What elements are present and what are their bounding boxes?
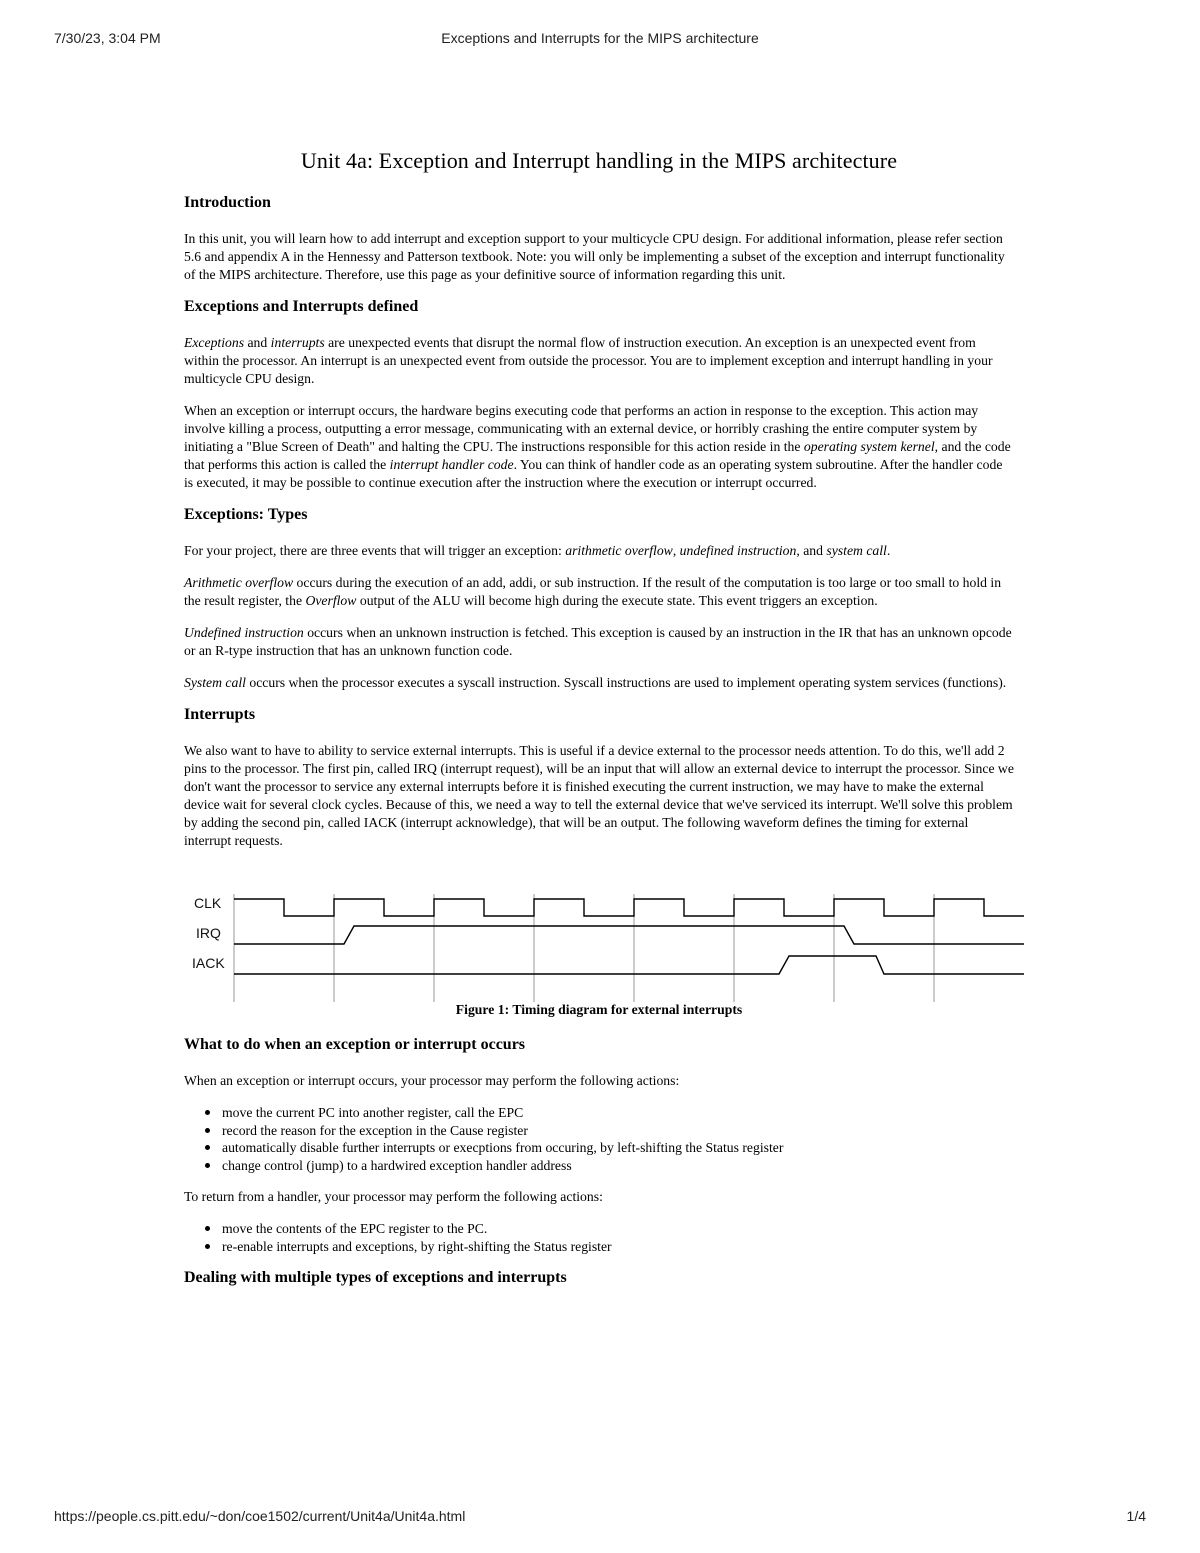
list-item: record the reason for the exception in the Cause register [222,1122,1014,1140]
types-paragraph-3 [184,624,1014,660]
signal-label-irq: IRQ [196,925,221,941]
defined-paragraph-2 [184,402,1014,492]
term-system-call: system call [826,543,887,558]
document-body [184,148,1014,1305]
timing-diagram [184,864,1024,1004]
text-run: occurs when the processor executes a syscall instruction. Syscall instructions are used to implement operating system services (functions). [245,675,1007,690]
heading-introduction: Introduction [184,194,271,211]
print-header-title: Exceptions and Interrupts for the MIPS architecture [441,30,759,46]
heading-exceptions-defined: Exceptions and Interrupts defined [184,298,419,315]
page-number: 1/4 [1126,1508,1146,1524]
text-run: When an exception or interrupt occurs, the hardware begins executing code that performs an action in response to the exception. This action may involve killing a process, outputting a error message, communicating with an external device, or horribly crashing the entire computer system by initiating a "Blue Screen of Death" and halting the CPU. The instructions responsible for this action reside in the [184,403,979,454]
term-exceptions: Exceptions [184,335,245,350]
heading-multiple-exceptions: Dealing with multiple types of exceptions and interrupts [184,1269,567,1286]
actions-intro: When an exception or interrupt occurs, your processor may perform the following actions: [184,1073,680,1088]
list-item: move the contents of the EPC register to the PC. [222,1220,1014,1238]
term-arith-overflow: arithmetic overflow [565,543,673,558]
text-run: . You can think of handler code as an operating system subroutine. After the handler code is executed, it may be possible to continue execution after the instruction where the execution or interrupt occurred. [184,457,1003,490]
text-run: . [886,543,891,558]
return-actions-list [184,1220,1014,1255]
term-os-kernel: operating system kernel [803,439,935,454]
types-paragraph-2 [184,574,1014,610]
intro-paragraph: In this unit, you will learn how to add interrupt and exception support to your multicycle CPU design. For additional information, please refer section 5.6 and appendix A in the Hennessy and Patterson textbook. Note: you will only be implementing a subset of the exception and interrupt functionality of the MIPS architecture. Therefore, use this page as your definitive source of information regarding this unit. [184,231,1005,282]
exception-actions-list [184,1104,1014,1174]
defined-paragraph-1 [184,334,1014,388]
signal-label-clk: CLK [194,895,222,911]
text-run: For your project, there are three events that will trigger an exception: [184,543,566,558]
text-run: occurs during the execution of an add, addi, or sub instruction. If the result of the computation is too large or too small to hold in the result register, the [184,575,1002,608]
print-date: 7/30/23, 3:04 PM [54,30,161,46]
print-footer-url: https://people.cs.pitt.edu/~don/coe1502/current/Unit4a/Unit4a.html [54,1508,466,1524]
term-overflow: Overflow [305,593,357,608]
term-undefined-instruction: Undefined instruction [184,625,304,640]
term-undefined-instruction: undefined instruction [679,543,797,558]
heading-what-to-do: What to do when an exception or interrupt occurs [184,1036,526,1053]
text-run: and [244,335,271,350]
list-item: automatically disable further interrupts or execptions from occuring, by left-shifting the Status register [222,1139,1014,1157]
interrupts-paragraph: We also want to have to ability to service external interrupts. This is useful if a device external to the processor needs attention. To do this, we'll add 2 pins to the processor. The first pin, called IRQ (interrupt request), will be an input that will allow an external device to interrupt the processor. Since we don't want the processor to service any external interrupts before it is finished executing the current instruction, we may have to make the external device wait for several clock cycles. Because of this, we need a way to tell the external device that we've serviced its interrupt. We'll solve this problem by adding the second pin, called IACK (interrupt acknowledge), that will be an output. The following waveform defines the timing for external interrupt requests. [184,743,1014,848]
timing-diagram-figure [184,864,1024,1004]
term-system-call: System call [184,675,246,690]
heading-exception-types: Exceptions: Types [184,506,308,523]
text-run: , and the code that performs this action is called the [184,439,1011,472]
signal-label-iack: IACK [192,955,225,971]
types-paragraph-4 [184,674,1014,692]
page-title: Unit 4a: Exception and Interrupt handling in the MIPS architecture [300,148,898,173]
term-arith-overflow: Arithmetic overflow [184,575,294,590]
figure-caption: Figure 1: Timing diagram for external interrupts [455,1002,743,1017]
text-run: , [672,543,680,558]
text-run: output of the ALU will become high during the execute state. This event triggers an exception. [356,593,878,608]
text-run: are unexpected events that disrupt the normal flow of instruction execution. An exception is an unexpected event from within the processor. An interrupt is an unexpected event from outside the processor. You are to implement exception and interrupt handling in your multicycle CPU design. [184,335,993,386]
types-paragraph-1 [184,542,1014,560]
text-run: occurs when an unknown instruction is fetched. This exception is caused by an instruction in the IR that has an unknown opcode or an R-type instruction that has an unknown function code. [184,625,1012,658]
list-item: change control (jump) to a hardwired exception handler address [222,1157,1014,1175]
list-item: move the current PC into another register, call the EPC [222,1104,1014,1122]
text-run: , and [796,543,827,558]
list-item: re-enable interrupts and exceptions, by right-shifting the Status register [222,1238,1014,1256]
term-interrupts: interrupts [270,335,325,350]
heading-interrupts: Interrupts [184,706,256,723]
term-handler-code: interrupt handler code [389,457,514,472]
return-intro: To return from a handler, your processor may perform the following actions: [184,1189,603,1204]
